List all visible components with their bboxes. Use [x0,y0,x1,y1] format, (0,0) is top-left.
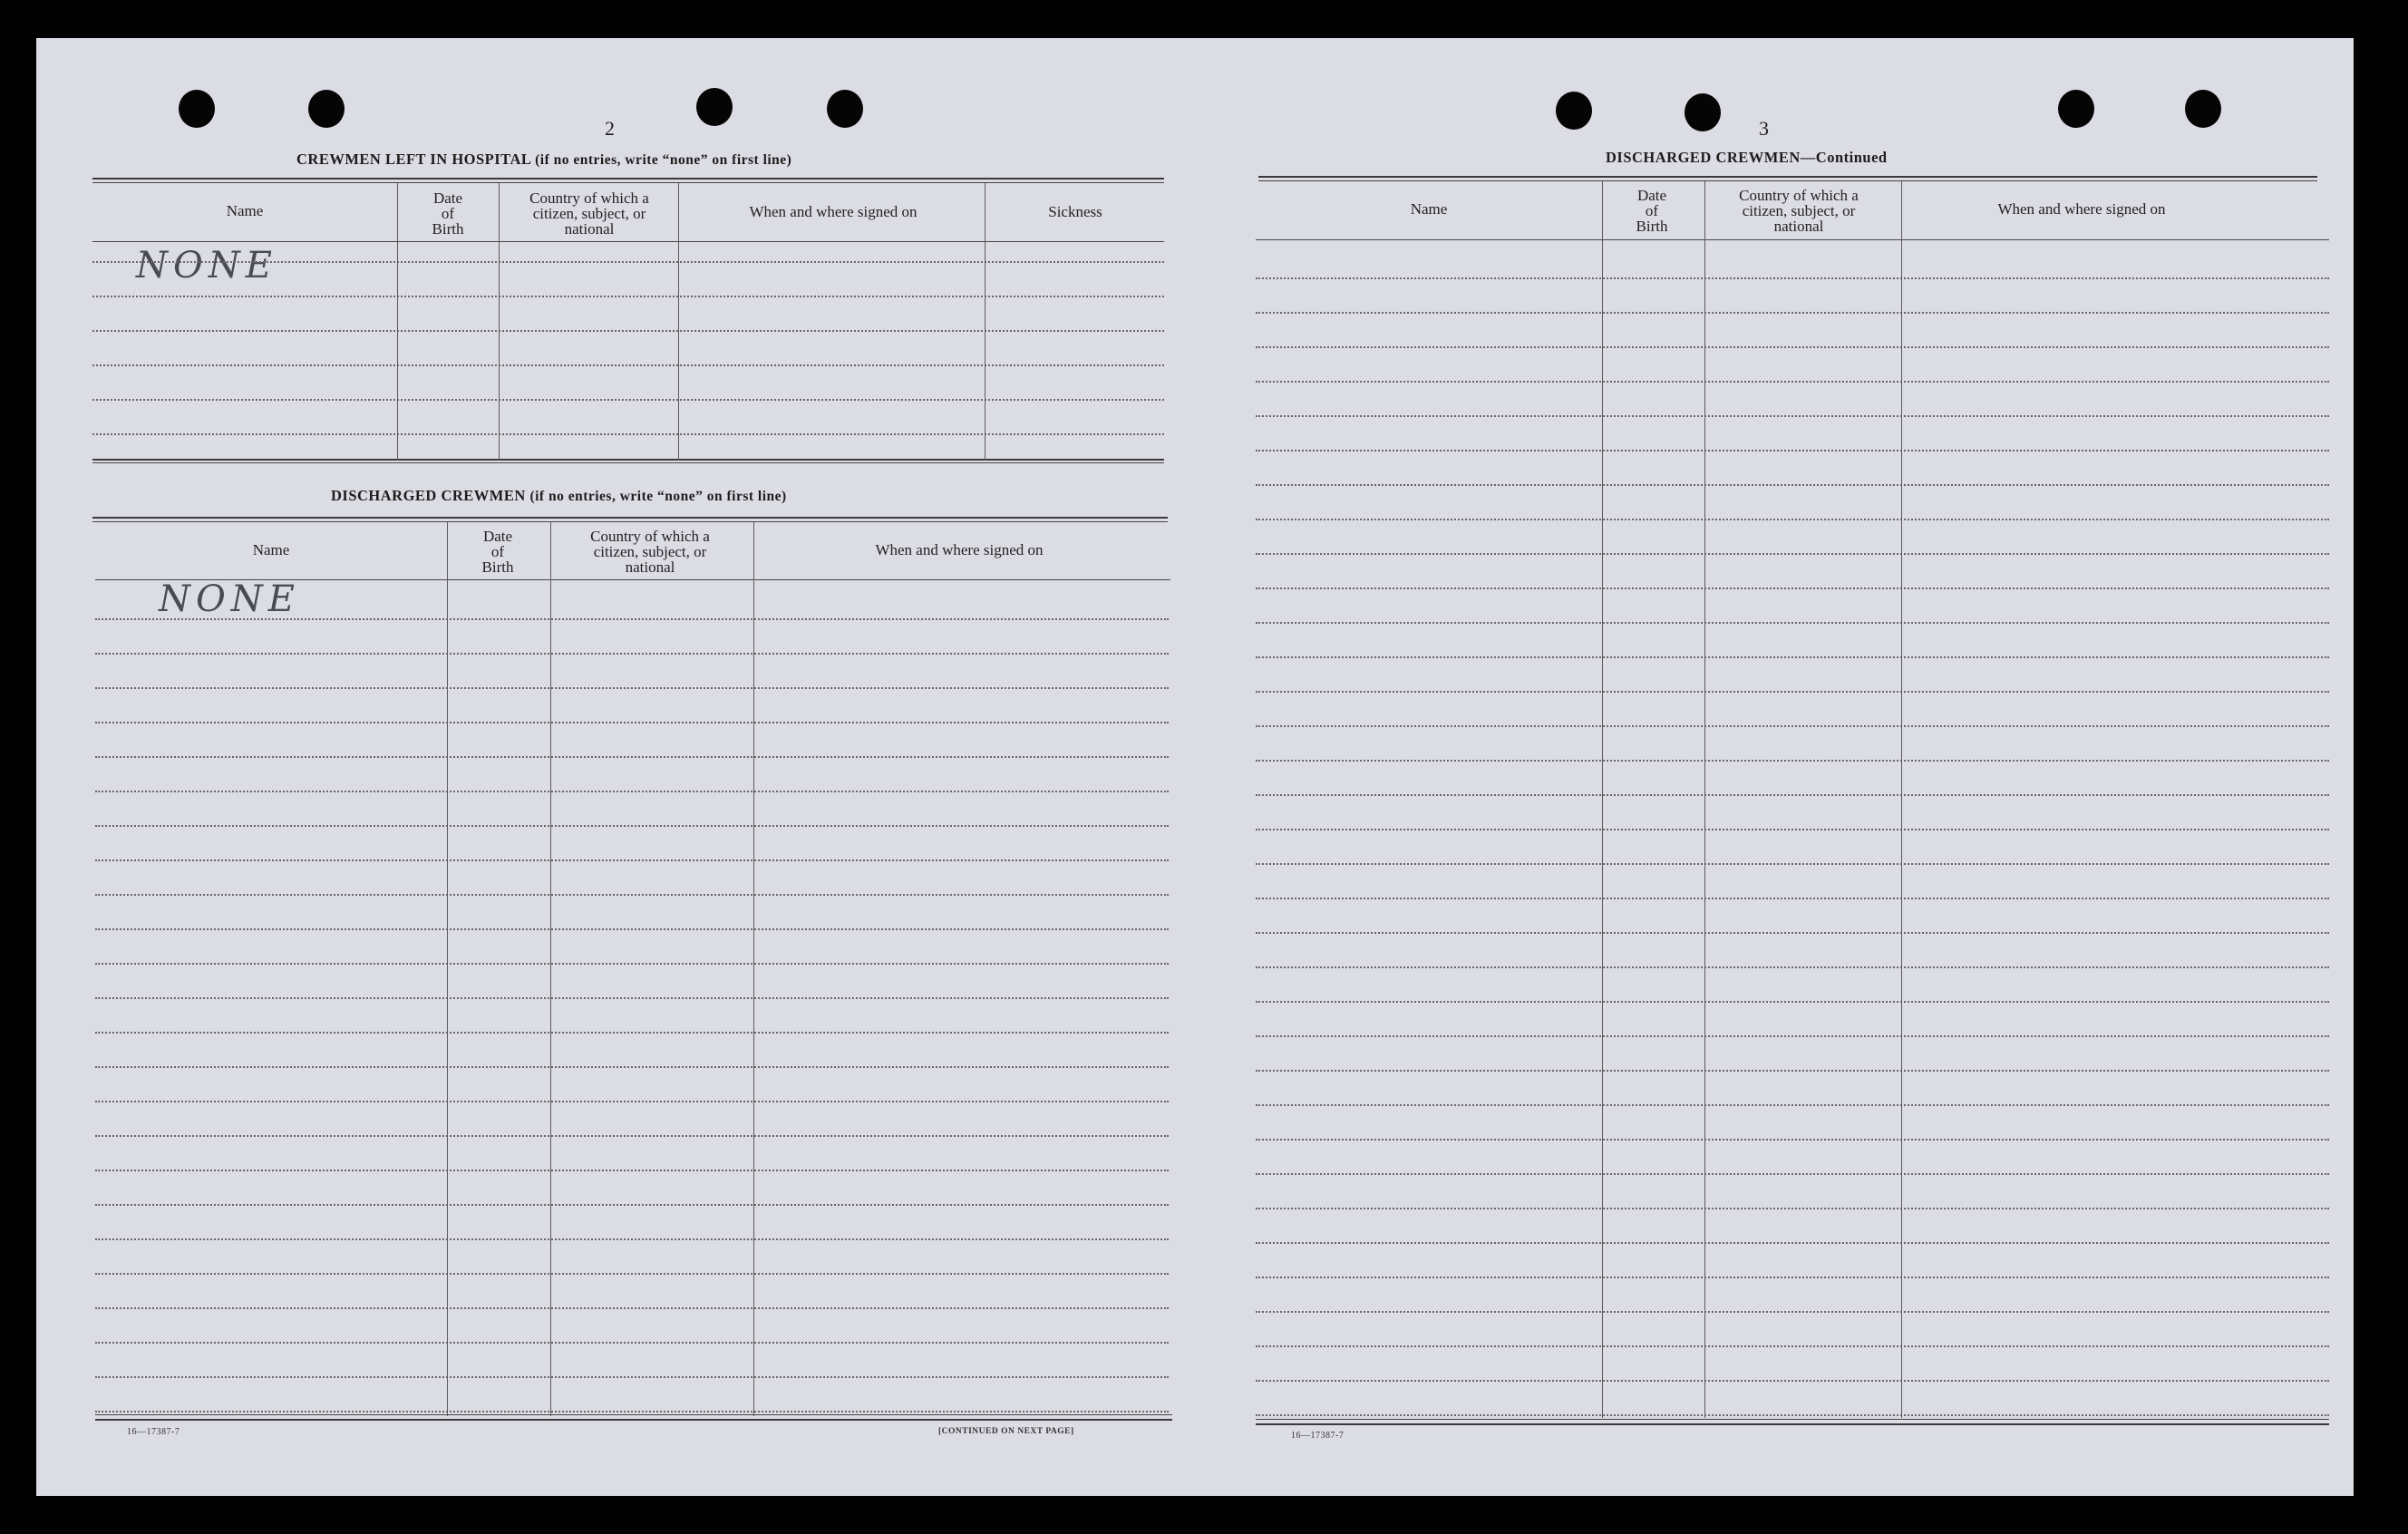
entry-line [95,618,1169,620]
entry-line [1256,966,2329,968]
table-top-rule [92,521,1168,522]
entry-line [95,1135,1169,1137]
entry-line [95,1307,1169,1309]
entry-line [1256,760,2329,762]
continued-note: [CONTINUED ON NEXT PAGE] [938,1427,1074,1436]
entry-line [1256,1070,2329,1072]
entry-line [1256,898,2329,899]
entry-line [1256,932,2329,934]
country-header-line: national [625,558,675,576]
entry-line [1256,622,2329,624]
column-divider [397,183,398,461]
table-top-rule [1258,180,2317,181]
handwritten-none-discharged: NONE [159,578,300,620]
dob-header-line: Date [432,189,463,207]
entry-line [1256,415,2329,417]
dob-header-line: Birth [1636,218,1668,235]
country-header-line: national [1773,218,1824,235]
column-divider [678,183,679,461]
column-divider [1704,181,1705,1418]
dob-header-line: Birth [432,220,464,238]
entry-line [95,1066,1169,1068]
entry-line [1256,381,2329,383]
entry-line [95,894,1169,896]
continued-col-signed-header: When and where signed on [1997,200,2166,218]
entry-line [1256,450,2329,451]
entry-line [92,399,1164,401]
punch-hole [1556,92,1592,130]
country-header-line: Country of which a [1739,187,1859,204]
hospital-section-title [296,150,791,169]
table-bottom-rule [1256,1423,2329,1425]
table-bottom-rule [95,1419,1172,1421]
entry-line [1256,1414,2329,1416]
hospital-col-name-header: Name [226,202,264,219]
entry-line [1256,1277,2329,1278]
form-number-left: 16—17387-7 [127,1427,180,1437]
entry-line [95,1238,1169,1240]
entry-line [95,1032,1169,1034]
country-header-line: national [564,220,615,238]
discharged-col-name-header: Name [252,541,290,558]
entry-line [1256,863,2329,865]
table-bottom-rule [95,1414,1172,1415]
entry-line [1256,553,2329,555]
hospital-table-top-rule [92,178,1164,180]
entry-line [1256,1380,2329,1382]
hospital-col-dob-header [397,190,499,237]
header-underline [95,579,1170,580]
entry-line [1256,312,2329,314]
dob-header-line: Date [1636,187,1667,204]
entry-line [1256,829,2329,830]
handwritten-none-hospital: NONE [136,245,277,286]
entry-line [1256,794,2329,796]
column-divider [447,522,448,1416]
dob-header-line: of [490,543,505,560]
entry-line [92,261,1164,263]
header-underline [92,241,1164,242]
entry-line [1256,1173,2329,1175]
country-header-line: citizen, subject, or [532,205,646,222]
entry-line [95,756,1169,758]
entry-line [1256,587,2329,589]
entry-line [1256,691,2329,693]
entry-line [1256,1345,2329,1347]
hospital-col-signed-header: When and where signed on [749,203,918,220]
punch-hole [1685,93,1721,131]
page-number-right: 3 [1759,117,1769,140]
discharged-title-text: DISCHARGED CREWMEN [331,487,526,504]
entry-line [95,1204,1169,1206]
hospital-title-note: (if no entries, write “none” on first line) [535,152,792,168]
country-header-line: citizen, subject, or [1742,202,1856,219]
country-header-line: Country of which a [590,528,710,545]
column-divider [1602,181,1603,1418]
punch-hole [827,90,863,128]
entry-line [1256,1001,2329,1003]
table-top-rule [92,517,1168,519]
dob-header-line: of [1645,202,1659,219]
country-header-line: Country of which a [529,189,649,207]
continued-col-country-header [1703,188,1895,234]
punch-hole [308,90,345,128]
entry-line [1256,346,2329,348]
entry-line [95,997,1169,999]
column-divider [753,522,754,1416]
table-bottom-rule [92,459,1164,461]
entry-line [95,1342,1169,1344]
column-divider [1901,181,1902,1418]
entry-line [95,1273,1169,1275]
header-underline [1256,239,2329,240]
hospital-title-text: CREWMEN LEFT IN HOSPITAL [296,150,531,168]
discharged-title-note: (if no entries, write “none” on first line) [529,489,787,504]
entry-line [92,330,1164,332]
entry-line [95,928,1169,930]
continued-col-name-header: Name [1410,200,1448,218]
country-header-line: citizen, subject, or [593,543,707,560]
document-sheet [36,38,2354,1496]
entry-line [1256,656,2329,658]
dob-header-line: of [441,205,455,222]
hospital-col-country-header [500,190,678,237]
entry-line [1256,277,2329,279]
discharged-col-dob-header [448,529,548,575]
punch-hole [2185,90,2221,128]
punch-hole [696,88,733,126]
entry-line [95,1170,1169,1171]
dob-header-line: Birth [481,558,514,576]
dob-header-line: Date [482,528,513,545]
entry-line [1256,1242,2329,1244]
entry-line [95,963,1169,965]
entry-line [1256,1139,2329,1141]
entry-line [1256,1311,2329,1313]
discharged-col-country-header [549,529,751,575]
entry-line [95,1376,1169,1378]
entry-line [95,722,1169,723]
punch-hole [179,90,215,128]
table-bottom-rule [1256,1419,2329,1420]
entry-line [95,687,1169,689]
entry-line [1256,725,2329,727]
hospital-table-top-rule-2 [92,182,1164,183]
continued-col-dob-header [1603,188,1701,234]
entry-line [1256,484,2329,486]
entry-line [92,296,1164,297]
entry-line [92,433,1164,435]
entry-line [95,791,1169,792]
discharged-continued-title: DISCHARGED CREWMEN—Continued [1606,149,1888,166]
entry-line [1256,1208,2329,1209]
column-divider [985,183,986,461]
entry-line [92,364,1164,366]
column-divider [499,183,500,461]
entry-line [95,1101,1169,1102]
entry-line [1256,1104,2329,1106]
form-number-right: 16—17387-7 [1291,1431,1345,1441]
discharged-section-title [331,487,787,505]
entry-line [95,859,1169,861]
column-divider [550,522,551,1416]
entry-line [1256,519,2329,520]
page-number-left: 2 [605,117,615,140]
table-top-rule [1258,176,2317,178]
entry-line [95,653,1169,655]
entry-line [1256,1035,2329,1037]
hospital-col-sickness-header: Sickness [1048,203,1102,220]
punch-hole [2058,90,2094,128]
table-bottom-rule [92,462,1164,463]
entry-line [95,1411,1169,1413]
discharged-col-signed-header: When and where signed on [875,541,1044,558]
entry-line [95,825,1169,827]
